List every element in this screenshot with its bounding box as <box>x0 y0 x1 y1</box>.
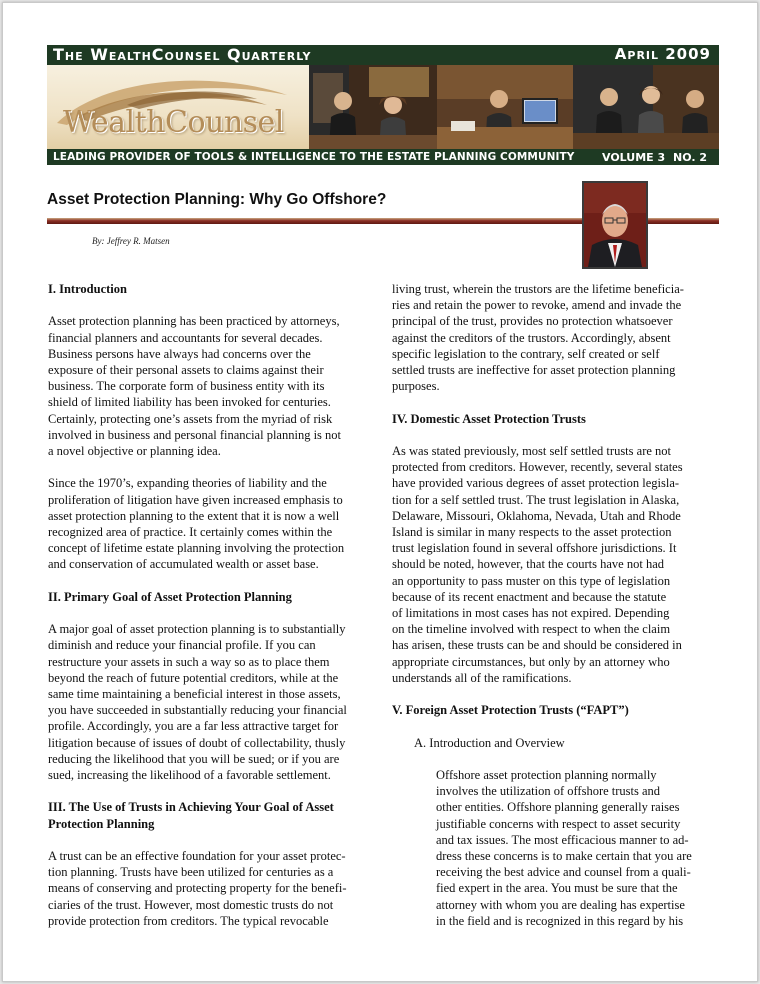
volume-label: VOLUME 3 <box>602 151 666 164</box>
section-heading: II. Primary Goal of Asset Protection Planning <box>48 589 292 604</box>
meeting-photo-1 <box>309 65 437 149</box>
subsection-heading: A. Introduction and Overview <box>414 735 565 750</box>
body-paragraph: A major goal of asset protection planning is to substantially diminish and reduce your financial profile. If you can restructure your assets in such a way so as to place them beyond the reach of future potential creditors, while at the same time maintaining a beneficial interest in those assets, you have succeeded in substantially reducing your financial profile. Accordingly, you are a far less attractive target for litigation because of issues of doubt of collectability, thusly reducing the likelihood that you will be sued; or if you are sued, increasing the likelihood of a favorable settlement. <box>48 622 347 783</box>
issue-date: April 2009 <box>614 45 711 63</box>
masthead-top-bar <box>47 45 719 65</box>
body-paragraph: Offshore asset protection planning normally involves the utilization of offshore trusts and other entities. Offshore planning generally raises justifiable concerns with respect to asset security and tax issues. The most efficacious manner to ad- dress these concerns is to make certain that you are receiving the best advice and counsel from a quali- fied expert in the area. You must be sure that the attorney with whom you are dealing has expertise in the field and is recognized in this regard by his <box>436 768 692 928</box>
logo-text: WealthCounsel <box>63 105 284 140</box>
masthead-tagline: LEADING PROVIDER OF TOOLS & INTELLIGENCE TO THE ESTATE PLANNING COMMUNITY <box>53 151 575 163</box>
body-paragraph: Asset protection planning has been practiced by attorneys, financial planners and accountants for several decades. Business persons have always had concerns over the exposure of their personal assets to claims against their business. The corporate form of business entity with its shield of limited liability has been invoked for centuries. Certainly, protecting one’s assets from the myriad of risk involved in business and personal financial planning is not a novel objective or planning idea. <box>48 314 342 459</box>
section-heading: III. The Use of Trusts in Achieving Your Goal of Asset Protection Planning <box>48 800 334 831</box>
byline: By: Jeffrey R. Matsen <box>92 236 170 246</box>
wealthcounsel-logo <box>47 65 309 149</box>
body-paragraph: Since the 1970’s, expanding theories of liability and the proliferation of litigation have given increased emphasis to asset protection planning to the extent that it is now a well recognized area of practice. It certainly comes within the concept of lifetime estate planning involving the protection and conservation of accumulated wealth or asset base. <box>48 476 345 572</box>
publication-title: The WealthCounsel Quarterly <box>53 45 312 64</box>
issue-number: NO. 2 <box>673 151 707 164</box>
left-column <box>48 281 376 945</box>
author-photo <box>582 181 648 269</box>
meeting-photo-3 <box>573 65 719 149</box>
section-heading: I. Introduction <box>48 282 127 296</box>
newsletter-page <box>2 2 758 982</box>
section-heading: IV. Domestic Asset Protection Trusts <box>392 411 586 426</box>
masthead-banner <box>47 45 719 165</box>
body-paragraph: living trust, wherein the trustors are the lifetime beneficia- ries and retain the power to revoke, amend and invade the principal of the trust, provides no protection whatsoever against the creditors of the trustors. Accordingly, absent specific legislation to the contrary, self created or self settled trusts are ineffective for asset protection planning purposes. <box>392 282 684 394</box>
section-heading: V. Foreign Asset Protection Trusts (“FAPT”) <box>392 703 629 718</box>
meeting-photo-2 <box>437 65 573 149</box>
masthead-bottom-bar <box>47 149 719 165</box>
body-paragraph: A trust can be an effective foundation for your asset protec- tion planning. Trusts have been utilized for centuries as a means of conserving and protecting property for the benefi- ciaries of the trust. However, most domestic trusts do not provide protection from creditors. The typical revocable <box>48 849 347 928</box>
masthead-image-strip <box>47 65 719 149</box>
right-column <box>392 281 719 945</box>
body-paragraph: As was stated previously, most self settled trusts are not protected from creditors. However, recently, several states have provided various degrees of asset protection legisla- tion for a self settled trust. The trust legislation in Alaska, Delaware, Missouri, Oklahoma, Nevada, Utah and Rhode Island is similar in many respects to the asset protection trust legislation found in several offshore jurisdictions. It should be noted, however, that the courts have not had an opportunity to pass muster on this type of legislation because of its recent enactment and because the statute of limitations in most cases has not expired. Depending on the timeline involved with respect to when the claim has arisen, these trusts can be and should be considered in appropriate circumstances, but only by an attorney who understands all of the ramifications. <box>392 444 683 685</box>
article-title: Asset Protection Planning: Why Go Offshore? <box>47 191 387 208</box>
